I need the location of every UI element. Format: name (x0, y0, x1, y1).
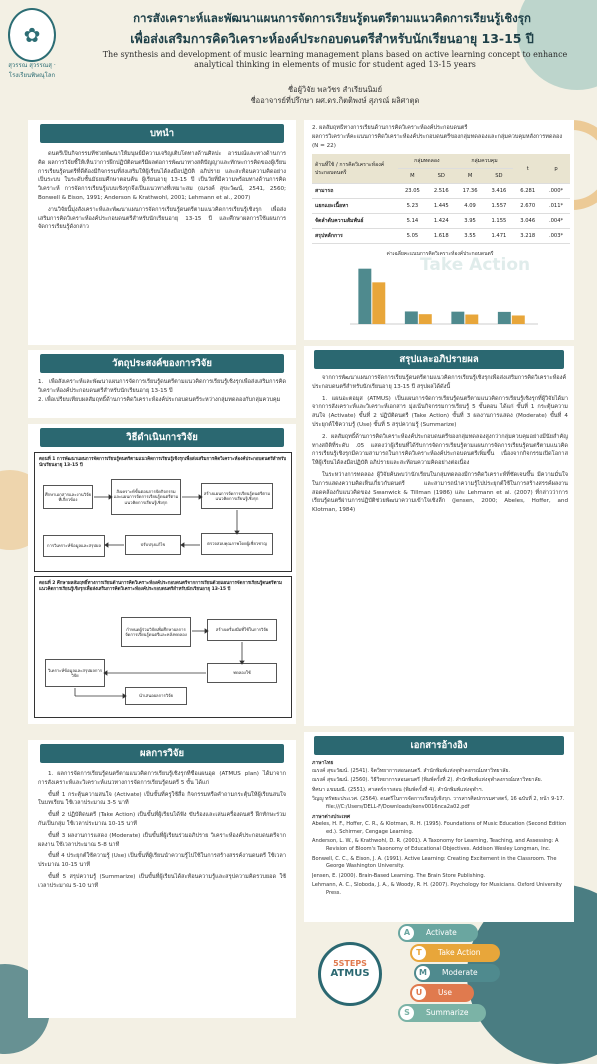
title-english: The synthesis and development of music learning management plans based on active learning concept to enhance analytical thinking in elements of music for student aged 13-15 years (102, 50, 568, 69)
table-cell: 4.09 (456, 199, 485, 214)
atmus-badge-top: 5STEPS (333, 959, 367, 968)
step-letter: U (412, 986, 426, 1000)
reference-item: ทิศนา แขมมณี. (2551). ศาสตร์การสอน (พิมพ์ครั้งที่ 4). สำนักพิมพ์แห่งจุฬาฯ. (312, 786, 484, 793)
table-cell: 1.424 (427, 214, 456, 229)
reference-item: Abeles, H. F., Hoffer, C. R., & Klotman, R. H. (1995). Foundations of Music Education (Second Edition ed.). Schirmer, Cengage Learning. (312, 821, 567, 835)
table-cell: 1.471 (484, 229, 513, 244)
table-cell: 1.618 (427, 229, 456, 244)
ref-heading-eng: ภาษาต่างประเทศ (312, 813, 351, 820)
chart-bar (451, 312, 464, 324)
table-cell: 2.670 (513, 199, 542, 214)
chart-bar (358, 269, 371, 324)
conclusion-paragraph: ในระหว่างการทดลอง ผู้วิจัยค้นพบว่านักเรียนในกลุ่มทดลองมีการคิดวิเคราะห์ที่ชัดเจนขึ้น มีความมั่นใจในการแสดงความคิดเห็นเกี่ยวกับดนตรี และสามารถนำความรู้ไปประยุกต์ใช้ในการสร้างสรรค์ผลงาน สอดคล้องกับแนวคิดของ Swanwick & Tillman (1986) และ Lehmann et al. (2007) ที่กล่าวว่าการเรียนรู้ดนตรีผ่านการปฏิบัติช่วยพัฒนาความเข้าใจเชิงลึก (Jensen, 2000; Abeles, Hoffer, and Klotman, 1984) (312, 471, 568, 514)
logo-glyph: ✿ (23, 23, 41, 47)
table-intro-line: 2. ผลสัมฤทธิ์ทางการเรียนด้านการคิดวิเคราะห์องค์ประกอบดนตรี (312, 125, 468, 131)
chart-bar (465, 315, 478, 324)
flow-box: ทดลองใช้ (207, 663, 277, 683)
phase2-title: ตอนที่ 2 ศึกษาผลสัมฤทธิ์ทางการเรียนด้านการคิดวิเคราะห์องค์ประกอบดนตรีจากการเรียนด้วยแผนการจัดการเรียนรู้ดนตรีตามแนวคิดการเรียนรู้เชิงรุกเพื่อส่งเสริมการคิดวิเคราะห์องค์ประกอบดนตรีสำหรับนักเรียนอายุ 13-15 ปี (39, 581, 282, 592)
reference-item: Lehmann, A. C., Sloboda, J. A., & Woody, R. H. (2007). Psychology for Musicians. Oxford University Press. (312, 882, 562, 896)
table-cell: .003* (542, 229, 570, 244)
table-cell: 1.445 (427, 199, 456, 214)
table-cell: 3.416 (484, 184, 513, 199)
poster-header (0, 0, 597, 110)
table-cell: 1.557 (484, 199, 513, 214)
watermark-take-action: Take Action (420, 255, 531, 275)
flow-box: ศึกษาเอกสารและงานวิจัยที่เกี่ยวข้อง (43, 485, 93, 509)
table-row (312, 229, 570, 244)
objective-item: 2. เพื่อเปรียบเทียบผลสัมฤทธิ์ด้านการคิดวิเคราะห์องค์ประกอบดนตรีระหว่างกลุ่มทดลองกับกลุ่มควบคุม (38, 396, 281, 403)
results-paragraph: 1. ผลการจัดการเรียนรู้ดนตรีตามแนวคิดการเรียนรู้เชิงรุกที่ชื่อแผนอุด (ATMUS plan) ได้มาจากการสังเคราะห์และวิเคราะห์แนวทางการจัดการเรียนรู้ดนตรี 5 ขั้น ได้แก่ (38, 771, 286, 786)
reference-item: Bonwell, C. C., & Eison, J. A. (1991). Active Learning: Creating Excitement in the Classroom. The George Washington University. (312, 855, 557, 870)
table-cell: 1.155 (484, 214, 513, 229)
step-label: Use (438, 988, 453, 997)
table-cell: 5.14 (398, 214, 427, 229)
flow-box: สร้างแผนการจัดการเรียนรู้ดนตรีตามแนวคิดการเรียนรู้เชิงรุก (201, 483, 273, 509)
reference-item: ณรงค์ สุขะวัฒน์. (2560). วิธีวิทยาการสอนดนตรี (พิมพ์ครั้งที่ 2). สำนักพิมพ์แห่งจุฬาลงกรณ์มหาวิทยาลัย. (312, 777, 543, 784)
table-header-t: t (513, 154, 542, 184)
results-body (38, 770, 286, 1014)
table-row (312, 214, 570, 229)
abstract-paragraph: ดนตรีเป็นกิจกรรมที่ช่วยพัฒนาให้มนุษย์มีความเจริญเติบโตทางด้านศิลปะ อารมณ์และทางด้านการคิด ผลการวิจัยชี้ให้เห็นว่าการฝึกปฏิบัติดนตรีมีผลต่อการพัฒนาทางสติปัญญาและทักษะการคิดของผู้เรียน การเรียนรู้ดนตรีที่ดีต้องมีกิจกรรมที่ส่งเสริมให้ผู้เรียนได้ลงมือปฏิบัติ อภิปราย และสะท้อนความคิดอย่างเป็นระบบ ในระดับชั้นมัธยมศึกษาตอนต้น ผู้เรียนอายุ 13-15 ปี เป็นวัยที่มีความพร้อมทางด้านการคิดวิเคราะห์ การจัดการเรียนรู้แบบเชิงรุกจึงเป็นแนวทางที่เหมาะสม (ณรงค์ สุขะวัฒน์, 2541, 2560; Bonwell & Eison, 1991; Anderson & Krathwohl, 2001; Lehmann et al., 2007) (38, 151, 286, 201)
phase1-title: ตอนที่ 1 การพัฒนาแผนการจัดการเรียนรู้ดนตรีตามแนวคิดการเรียนรู้เชิงรุกเพื่อส่งเสริมการคิดวิเคราะห์องค์ประกอบดนตรีสำหรับนักเรียนอายุ 13-15 ปี (39, 457, 287, 468)
flow-arrows (35, 453, 291, 571)
conclusion-paragraph: 2. ผลสัมฤทธิ์ด้านการคิดวิเคราะห์องค์ประกอบดนตรีของกลุ่มทดลองสูงกว่ากลุ่มควบคุมอย่างมีนัยสำคัญทางสถิติที่ระดับ .05 แสดงว่าผู้เรียนที่ได้รับการจัดการเรียนรู้ตามแผนการจัดการเรียนรู้ดนตรีตามแนวคิดการเรียนรู้เชิงรุกมีความสามารถในการคิดวิเคราะห์องค์ประกอบดนตรีเพิ่มขึ้น เนื่องจากกิจกรรมเปิดโอกาสให้ผู้เรียนได้ลงมือปฏิบัติ อภิปรายและสะท้อนความคิดอย่างต่อเนื่อง (312, 433, 568, 467)
flow-box: สังเคราะห์ขั้นตอนการจัดกิจกรรมและแผนการจัดการเรียนรู้ดนตรีตามแนวคิดการเรียนรู้เชิงรุก (111, 479, 181, 515)
table-header-ctrl: กลุ่มควบคุม (456, 154, 514, 169)
flowchart-phase1 (34, 452, 292, 572)
results-paragraph: ขั้นที่ 4 ประยุกต์ใช้ความรู้ (Use) เป็นขั้นที่ผู้เรียนนำความรู้ไปใช้ในการสร้างสรรค์งานดนตรี ใช้เวลาประมาณ 10-15 นาที (38, 853, 286, 869)
flow-box: นำเสนอผลการวิจัย (125, 687, 187, 705)
abstract-paragraph: งานวิจัยนี้มุ่งสังเคราะห์และพัฒนาแผนการจัดการเรียนรู้ดนตรีตามแนวคิดการเรียนรู้เชิงรุก เพื่อส่งเสริมการคิดวิเคราะห์องค์ประกอบดนตรีสำหรับนักเรียนอายุ 13-15 ปี และศึกษาผลการใช้แผนการจัดการเรียนรู้ดังกล่าว (38, 206, 286, 231)
conclusion-paragraph: 1. แผนอะตอมุส (ATMUS) เป็นแผนการจัดการเรียนรู้ดนตรีตามแนวคิดการเรียนรู้เชิงรุกที่ผู้วิจัยได้มาจากการสังเคราะห์และวิเคราะห์เอกสาร มุ่งเน้นกิจกรรมการเรียนรู้ 5 ขั้นตอน ได้แก่ ขั้นที่ 1 กระตุ้นความสนใจ (Activate) ขั้นที่ 2 ปฏิบัติดนตรี (Take Action) ขั้นที่ 3 ผลงานการแสดง (Moderate) ขั้นที่ 4 ประยุกต์ใช้ความรู้ (Use) ขั้นที่ 5 สรุปความรู้ (Summarize) (312, 395, 568, 428)
step-letter: M (416, 966, 430, 980)
table-cell: 5.23 (398, 199, 427, 214)
results-paragraph: ขั้นที่ 1 กระตุ้นความสนใจ (Activate) เป็นขั้นที่ครูใช้สื่อ กิจกรรมหรือคำถามกระตุ้นให้ผู้เรียนสนใจในบทเรียน ใช้เวลาประมาณ 3-5 นาที (38, 791, 286, 807)
reference-item: วิญญู ทรัพยะประเวศ. (2564). ดนตรีในการจัดการเรียนรู้เชิงรุก. วารสารศิลปกรรมศาสตร์, 16 ฉบับที่ 2, หน้า 9-17. file:///C:/Users/DELL-F/Downloads/kenv0016nca2a02.pdf (312, 796, 565, 810)
table-intro-line: ผลการวิเคราะห์คะแนนการคิดวิเคราะห์องค์ประกอบดนตรีของกลุ่มทดลองและกลุ่มควบคุมหลังการทดลอง (N = 22) (312, 133, 563, 149)
table-cell: 23.05 (398, 184, 427, 199)
atmus-badge-main: ATMUS (330, 968, 370, 979)
logo-label: สุวรรณ สุวรรณสุ · โรงเรียนพิษณุโลก (8, 62, 56, 79)
methods-heading: วิธีดำเนินการวิจัย (40, 428, 284, 447)
table-cell: .011* (542, 199, 570, 214)
reference-item: ณรงค์ สุขะวัฒน์. (2541). จิตวิทยาการสอนดนตรี. สำนักพิมพ์แห่งจุฬาลงกรณ์มหาวิทยาลัย. (312, 767, 510, 774)
step-label: Activate (426, 928, 457, 937)
authors (100, 84, 570, 106)
table-cell: 3.218 (513, 229, 542, 244)
results-heading: ผลการวิจัย (40, 744, 284, 763)
chart-bar (405, 311, 418, 324)
step-take-action (410, 944, 500, 962)
conclusion-paragraph: จากการพัฒนาแผนการจัดการเรียนรู้ดนตรีตามแนวคิดการเรียนรู้เชิงรุกเพื่อส่งเสริมการคิดวิเคราะห์องค์ประกอบดนตรีสำหรับนักเรียนอายุ 13-15 ปี สรุปผลได้ดังนี้ (312, 375, 567, 390)
table-sub-m: M (456, 169, 485, 184)
atmus-badge (318, 942, 382, 1006)
step-letter: A (400, 926, 414, 940)
table-header-aspect: ด้านที่ใช้ / การคิดวิเคราะห์องค์ประกอบดนตรี (312, 154, 398, 184)
flow-box: กำหนดผู้ร่วมวิจัยเพื่อศึกษาผลการจัดการเรียนรู้ดนตรีและหลังทดลอง (121, 617, 191, 647)
abstract-heading: บทนำ (40, 124, 284, 143)
ref-heading-thai: ภาษาไทย (312, 760, 334, 766)
table-sub-m: M (398, 169, 427, 184)
author-name: ชื่อผู้วิจัย พลวัชร สำเรียนนิมย์ (288, 85, 382, 94)
reference-item: Anderson, L. W., & Krathwohl, D. R. (2001). A Taxonomy for Learning, Teaching, and Assessing: A Revision of Bloom's Taxonomy of Educational Objectives. Addison Wesley Longman, Inc. (312, 838, 559, 852)
table-cell: แยกแยะเนื้อหา (312, 199, 398, 214)
step-use (410, 984, 474, 1002)
references-body (312, 760, 568, 920)
conclusion-body (312, 374, 568, 722)
flowchart-phase2 (34, 576, 292, 718)
table-cell: .000* (542, 184, 570, 199)
title-thai (82, 10, 582, 47)
conclusion-heading: สรุปและอภิปรายผล (314, 350, 564, 369)
flow-box: ปรับปรุงแก้ไข (125, 535, 181, 555)
title-line-2: เพื่อส่งเสริมการคิดวิเคราะห์องค์ประกอบดนตรีสำหรับนักเรียนอายุ 13-15 ปี (130, 31, 534, 46)
objectives-body (38, 378, 286, 416)
table-cell: 3.95 (456, 214, 485, 229)
table-header-p: p (542, 154, 570, 184)
table-cell: สามารถ (312, 184, 398, 199)
flow-box: สร้างเครื่องมือที่ใช้ในการวิจัย (207, 619, 277, 641)
flow-box: ตรวจสอบคุณภาพโดยผู้เชี่ยวชาญ (201, 533, 273, 555)
results-paragraph: ขั้นที่ 5 สรุปความรู้ (Summarize) เป็นขั้นที่ผู้เรียนได้สะท้อนความรู้และสรุปความคิดรวบยอด ใช้เวลาประมาณ 5-10 นาที (38, 873, 286, 889)
chart-bar (498, 312, 511, 324)
step-letter: S (400, 1006, 414, 1020)
reference-item: Jensen, E. (2000). Brain-Based Learning. The Brain Store Publishing. (312, 872, 486, 879)
results-paragraph: ขั้นที่ 2 ปฏิบัติดนตรี (Take Action) เป็นขั้นที่ผู้เรียนได้ฟัง ขับร้องและเล่นเครื่องดนตรี ฝึกทักษะร่วมกันเป็นกลุ่ม ใช้เวลาประมาณ 10-15 นาที (38, 812, 286, 827)
step-letter: T (412, 946, 426, 960)
step-label: Summarize (426, 1008, 469, 1017)
table-cell: สรุปหลักการ (312, 229, 398, 244)
table-cell: .004* (542, 214, 570, 229)
results-table (312, 154, 570, 244)
chart-bar (419, 314, 432, 324)
table-sub-sd: SD (427, 169, 456, 184)
table-cell: 6.281 (513, 184, 542, 199)
objective-item: 1. เพื่อสังเคราะห์และพัฒนาแผนการจัดการเรียนรู้ดนตรีตามแนวคิดการเรียนรู้เชิงรุกเพื่อส่งเสริมการคิดวิเคราะห์องค์ประกอบดนตรีสำหรับนักเรียนอายุ 13-15 ปี (38, 379, 286, 394)
table-cell: 3.046 (513, 214, 542, 229)
school-logo (8, 8, 56, 62)
results-paragraph: ขั้นที่ 3 ผลงานการแสดง (Moderate) เป็นขั้นที่ผู้เรียนร่วมอภิปราย วิเคราะห์องค์ประกอบดนตรีจากผลงาน ใช้เวลาประมาณ 5-8 นาที (38, 832, 286, 848)
abstract-body (38, 150, 286, 340)
chart-bar (372, 282, 385, 324)
objectives-heading: วัตถุประสงค์ของการวิจัย (40, 354, 284, 373)
table-cell: 17.36 (456, 184, 485, 199)
table-row (312, 184, 570, 199)
table-cell: 5.05 (398, 229, 427, 244)
table-row (312, 199, 570, 214)
chart-caption: ค่าเฉลี่ยคะแนนการคิดวิเคราะห์องค์ประกอบดนตรี (386, 251, 494, 257)
table-intro (312, 124, 568, 150)
table-sub-sd: SD (484, 169, 513, 184)
flow-box: การวิเคราะห์ข้อมูลและสรุปผล (43, 535, 105, 557)
chart-bar (512, 315, 525, 324)
title-line-1: การสังเคราะห์และพัฒนาแผนการจัดการเรียนรู้ดนตรีตามแนวคิดการเรียนรู้เชิงรุก (133, 11, 531, 25)
table-cell: 3.55 (456, 229, 485, 244)
step-label: Take Action (438, 948, 481, 957)
references-heading: เอกสารอ้างอิง (314, 736, 564, 755)
flow-arrows (35, 577, 291, 717)
flow-box: วิเคราะห์ข้อมูลและสรุปผลการวิจัย (45, 659, 105, 687)
step-moderate (414, 964, 500, 982)
advisor-name: ชื่ออาจารย์ที่ปรึกษา ผศ.ดร.กิตติพงษ์ สุภรณ์ ผลิศาตุด (250, 96, 420, 105)
table-header-exp: กลุ่มทดลอง (398, 154, 456, 169)
step-activate (398, 924, 478, 942)
table-cell: 2.516 (427, 184, 456, 199)
table-cell: จัดลำดับความสัมพันธ์ (312, 214, 398, 229)
step-summarize (398, 1004, 486, 1022)
step-label: Moderate (442, 968, 478, 977)
